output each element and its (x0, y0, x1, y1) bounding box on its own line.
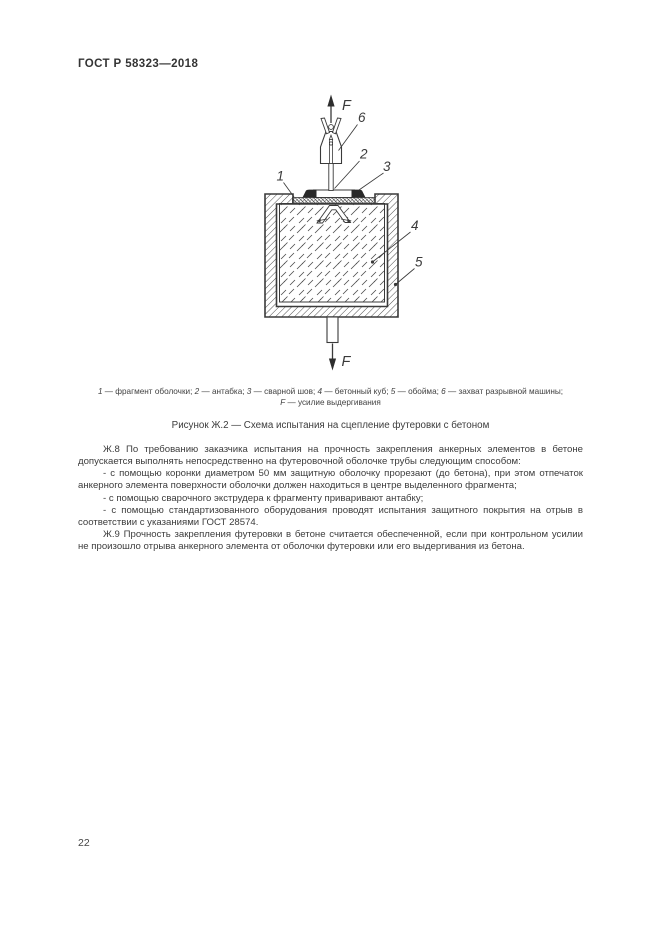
force-label-top: F (342, 98, 351, 114)
figure-legend-line1 (78, 386, 583, 397)
weld-seam-right (352, 190, 366, 198)
figure-caption: Рисунок Ж.2 — Схема испытания на сцепление футеровки с бетоном (171, 420, 490, 431)
callout-5: 5 (415, 254, 423, 270)
force-up-arrow (327, 95, 334, 124)
callout-1: 1 (276, 168, 285, 184)
legend-num-3: 3 (246, 387, 252, 396)
legend-text-1: — фрагмент оболочки; (102, 387, 195, 396)
weld-seam-left (303, 190, 317, 198)
legend-text-6: — захват разрывной машины; (445, 387, 564, 396)
force-down-arrow (329, 344, 336, 371)
leader-dot-cube (371, 260, 374, 263)
paragraph-list-item-3: - с помощью стандартизованного оборудования проводят испытания защитного покрытия на отрыв в соответствии с указаниями ГОСТ 28574. (78, 504, 583, 528)
legend-text-5: — обойма; (395, 387, 442, 396)
callout-2: 2 (360, 146, 368, 162)
legend-text-2: — антабка; (199, 387, 247, 396)
shell-fragment (293, 198, 376, 205)
figure-legend (78, 386, 583, 408)
paragraph-list-item-2: - с помощью сварочного экструдера к фрагменту приваривают антабку; (103, 492, 424, 504)
legend-num-6: 6 (441, 387, 446, 396)
concrete-cube (280, 204, 385, 303)
document-title: ГОСТ Р 58323—2018 (78, 58, 199, 70)
paragraph-list-item-1: - с помощью коронки диаметром 50 мм защитную оболочку прорезают (до бетона), при этом отпечаток анкерного элемента поверхности оболочки должен находиться в центре выделенного фрагмента; (78, 468, 583, 492)
legend-text-3: — сварной шов; (251, 387, 318, 396)
figure-legend-line2 (78, 397, 583, 408)
legend-text-F: — усилие выдергивания (285, 398, 381, 407)
page-number: 22 (78, 837, 90, 849)
paragraph-zh9: Ж.9 Прочность закрепления футеровки в бетоне считается обеспеченной, если при контрольном усилии не произошло отрыва анкерного элемента от оболочки футеровки или его выдергивания из бетона. (78, 529, 583, 553)
leader-dot-holder (394, 283, 397, 286)
legend-num-5: 5 (390, 387, 396, 396)
test-scheme-diagram (228, 88, 452, 380)
bottom-tab (327, 317, 338, 343)
force-label-bottom: F (341, 354, 351, 370)
lug-rod (329, 163, 333, 191)
legend-num-1: 1 (97, 387, 103, 396)
callout-3: 3 (383, 159, 391, 174)
callout-4: 4 (411, 218, 419, 233)
lug-plate (314, 190, 355, 198)
paragraph-zh8: Ж.8 По требованию заказчика испытания на прочность закрепления анкерных элементов в бетоне допускается выполнять непосредственно на футеровочной оболочке трубы следующим способом: (78, 444, 583, 468)
legend-num-F: F (280, 398, 286, 407)
callout-6: 6 (358, 110, 366, 125)
legend-text-4: — бетонный куб; (322, 387, 391, 396)
legend-num-2: 2 (194, 387, 200, 396)
body-text (78, 444, 583, 553)
machine-grip (321, 118, 342, 164)
legend-num-4: 4 (317, 387, 323, 396)
